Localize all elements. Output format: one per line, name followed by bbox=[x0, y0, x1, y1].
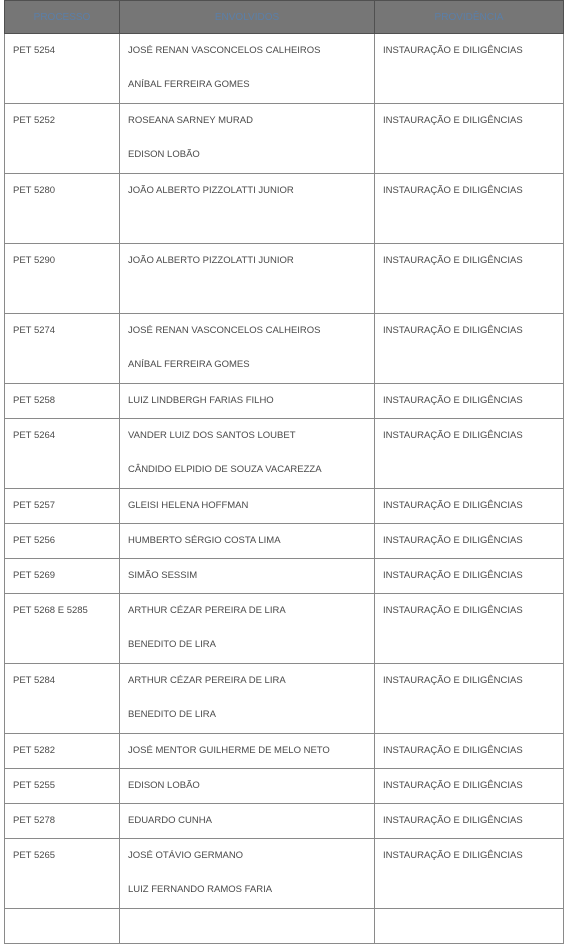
envolvido-name: BENEDITO DE LIRA bbox=[128, 709, 216, 720]
envolvido-name: JOSÉ RENAN VASCONCELOS CALHEIROS bbox=[128, 45, 321, 56]
envolvidos-cell bbox=[120, 419, 375, 489]
processo-text: PET 5280 bbox=[13, 185, 56, 196]
table-row bbox=[5, 34, 564, 104]
providencia-text: INSTAURAÇÃO E DILIGÊNCIAS bbox=[383, 745, 523, 756]
processo-cell bbox=[5, 34, 120, 104]
processo-text: PET 5258 bbox=[13, 395, 56, 406]
processo-cell bbox=[5, 244, 120, 314]
providencia-text: INSTAURAÇÃO E DILIGÊNCIAS bbox=[383, 850, 523, 861]
providencia-text: INSTAURAÇÃO E DILIGÊNCIAS bbox=[383, 185, 523, 196]
header-providencia: PROVIDÊNCIA bbox=[375, 1, 564, 34]
processo-cell bbox=[5, 594, 120, 664]
processo-cell bbox=[5, 559, 120, 594]
processo-cell bbox=[5, 804, 120, 839]
table-row bbox=[5, 559, 564, 594]
processo-text: PET 5256 bbox=[13, 535, 56, 546]
table-row bbox=[5, 594, 564, 664]
envolvidos-cell bbox=[120, 34, 375, 104]
processo-text: PET 5255 bbox=[13, 780, 56, 791]
table-row bbox=[5, 419, 564, 489]
envolvidos-cell bbox=[120, 734, 375, 769]
processo-cell bbox=[5, 909, 120, 944]
processes-table bbox=[4, 0, 564, 944]
header-processo: PROCESSO bbox=[5, 1, 120, 34]
envolvidos-cell bbox=[120, 244, 375, 314]
table-row bbox=[5, 909, 564, 944]
table-body bbox=[5, 34, 564, 944]
providencia-cell bbox=[375, 384, 564, 419]
providencia-text: INSTAURAÇÃO E DILIGÊNCIAS bbox=[383, 815, 523, 826]
envolvido-name: EDUARDO CUNHA bbox=[128, 815, 212, 826]
envolvido-name: ANÍBAL FERREIRA GOMES bbox=[128, 359, 250, 370]
envolvido-name: JOÃO ALBERTO PIZZOLATTI JUNIOR bbox=[128, 185, 294, 196]
envolvido-name bbox=[128, 919, 374, 933]
processo-cell bbox=[5, 664, 120, 734]
providencia-cell bbox=[375, 244, 564, 314]
header-envolvidos: ENVOLVIDOS bbox=[120, 1, 375, 34]
envolvido-name: HUMBERTO SÉRGIO COSTA LIMA bbox=[128, 535, 281, 546]
providencia-cell bbox=[375, 839, 564, 909]
table-row bbox=[5, 769, 564, 804]
providencia-cell bbox=[375, 769, 564, 804]
table-row bbox=[5, 804, 564, 839]
providencia-text: INSTAURAÇÃO E DILIGÊNCIAS bbox=[383, 430, 523, 441]
envolvidos-cell bbox=[120, 664, 375, 734]
processo-text: PET 5290 bbox=[13, 255, 56, 266]
processo-text: PET 5274 bbox=[13, 325, 56, 336]
processo-cell bbox=[5, 384, 120, 419]
processo-cell bbox=[5, 839, 120, 909]
processo-text: PET 5282 bbox=[13, 745, 56, 756]
providencia-cell bbox=[375, 559, 564, 594]
providencia-cell bbox=[375, 909, 564, 944]
envolvidos-cell bbox=[120, 594, 375, 664]
table-header bbox=[5, 1, 564, 34]
processo-text: PET 5257 bbox=[13, 500, 56, 511]
processo-cell bbox=[5, 489, 120, 524]
envolvido-name: CÂNDIDO ELPIDIO DE SOUZA VACAREZZA bbox=[128, 464, 322, 475]
envolvidos-cell bbox=[120, 839, 375, 909]
processo-cell bbox=[5, 174, 120, 244]
providencia-cell bbox=[375, 524, 564, 559]
processo-text: PET 5278 bbox=[13, 815, 56, 826]
table-row bbox=[5, 314, 564, 384]
table-row bbox=[5, 489, 564, 524]
providencia-cell bbox=[375, 664, 564, 734]
envolvido-name: BENEDITO DE LIRA bbox=[128, 639, 216, 650]
processo-cell bbox=[5, 419, 120, 489]
header-row bbox=[5, 1, 564, 34]
processo-cell bbox=[5, 769, 120, 804]
envolvido-name: JOÃO ALBERTO PIZZOLATTI JUNIOR bbox=[128, 255, 294, 266]
providencia-text: INSTAURAÇÃO E DILIGÊNCIAS bbox=[383, 325, 523, 336]
table-row bbox=[5, 104, 564, 174]
envolvidos-cell bbox=[120, 804, 375, 839]
table-row bbox=[5, 174, 564, 244]
providencia-text: INSTAURAÇÃO E DILIGÊNCIAS bbox=[383, 780, 523, 791]
processo-cell bbox=[5, 524, 120, 559]
providencia-cell bbox=[375, 419, 564, 489]
processo-cell bbox=[5, 734, 120, 769]
envolvido-name: JOSÉ RENAN VASCONCELOS CALHEIROS bbox=[128, 325, 321, 336]
envolvido-name: ARTHUR CÉZAR PEREIRA DE LIRA bbox=[128, 675, 286, 686]
table-row bbox=[5, 384, 564, 419]
envolvidos-cell bbox=[120, 384, 375, 419]
envolvido-name: LUIZ FERNANDO RAMOS FARIA bbox=[128, 884, 273, 895]
providencia-text: INSTAURAÇÃO E DILIGÊNCIAS bbox=[383, 45, 523, 56]
envolvido-name: ARTHUR CÉZAR PEREIRA DE LIRA bbox=[128, 605, 286, 616]
table-row bbox=[5, 664, 564, 734]
providencia-text: INSTAURAÇÃO E DILIGÊNCIAS bbox=[383, 500, 523, 511]
providencia-text: INSTAURAÇÃO E DILIGÊNCIAS bbox=[383, 570, 523, 581]
envolvido-name: JOSÉ MENTOR GUILHERME DE MELO NETO bbox=[128, 745, 330, 756]
providencia-cell bbox=[375, 804, 564, 839]
envolvido-name: EDISON LOBÃO bbox=[128, 780, 200, 791]
providencia-cell bbox=[375, 34, 564, 104]
envolvido-name: SIMÃO SESSIM bbox=[128, 570, 198, 581]
table-row bbox=[5, 839, 564, 909]
envolvido-name: ANÍBAL FERREIRA GOMES bbox=[128, 79, 250, 90]
envolvido-name: VANDER LUIZ DOS SANTOS LOUBET bbox=[128, 430, 296, 441]
processo-text: PET 5254 bbox=[13, 45, 56, 56]
envolvidos-cell bbox=[120, 524, 375, 559]
providencia-text: INSTAURAÇÃO E DILIGÊNCIAS bbox=[383, 535, 523, 546]
processo-text: PET 5284 bbox=[13, 675, 56, 686]
providencia-cell bbox=[375, 594, 564, 664]
envolvido-name: LUIZ LINDBERGH FARIAS FILHO bbox=[128, 395, 274, 406]
envolvido-name: ROSEANA SARNEY MURAD bbox=[128, 115, 253, 126]
processo-text: PET 5269 bbox=[13, 570, 56, 581]
providencia-cell bbox=[375, 734, 564, 769]
envolvidos-cell bbox=[120, 104, 375, 174]
providencia-cell bbox=[375, 174, 564, 244]
processo-text: PET 5268 E 5285 bbox=[13, 605, 88, 616]
providencia-cell bbox=[375, 104, 564, 174]
providencia-cell bbox=[375, 314, 564, 384]
providencia-text: INSTAURAÇÃO E DILIGÊNCIAS bbox=[383, 675, 523, 686]
table-row bbox=[5, 734, 564, 769]
table-row bbox=[5, 244, 564, 314]
providencia-text: INSTAURAÇÃO E DILIGÊNCIAS bbox=[383, 395, 523, 406]
processo-text: PET 5265 bbox=[13, 850, 56, 861]
envolvidos-cell bbox=[120, 909, 375, 944]
table-row bbox=[5, 524, 564, 559]
processo-cell bbox=[5, 314, 120, 384]
envolvidos-cell bbox=[120, 314, 375, 384]
providencia-text: INSTAURAÇÃO E DILIGÊNCIAS bbox=[383, 115, 523, 126]
envolvidos-cell bbox=[120, 489, 375, 524]
envolvidos-cell bbox=[120, 559, 375, 594]
providencia-text: INSTAURAÇÃO E DILIGÊNCIAS bbox=[383, 605, 523, 616]
envolvidos-cell bbox=[120, 174, 375, 244]
processo-cell bbox=[5, 104, 120, 174]
envolvido-name: JOSÉ OTÁVIO GERMANO bbox=[128, 850, 244, 861]
processo-text: PET 5252 bbox=[13, 115, 56, 126]
envolvido-name: GLEISI HELENA HOFFMAN bbox=[128, 500, 249, 511]
envolvido-name: EDISON LOBÃO bbox=[128, 149, 200, 160]
providencia-text: INSTAURAÇÃO E DILIGÊNCIAS bbox=[383, 255, 523, 266]
processo-text: PET 5264 bbox=[13, 430, 56, 441]
providencia-cell bbox=[375, 489, 564, 524]
envolvidos-cell bbox=[120, 769, 375, 804]
